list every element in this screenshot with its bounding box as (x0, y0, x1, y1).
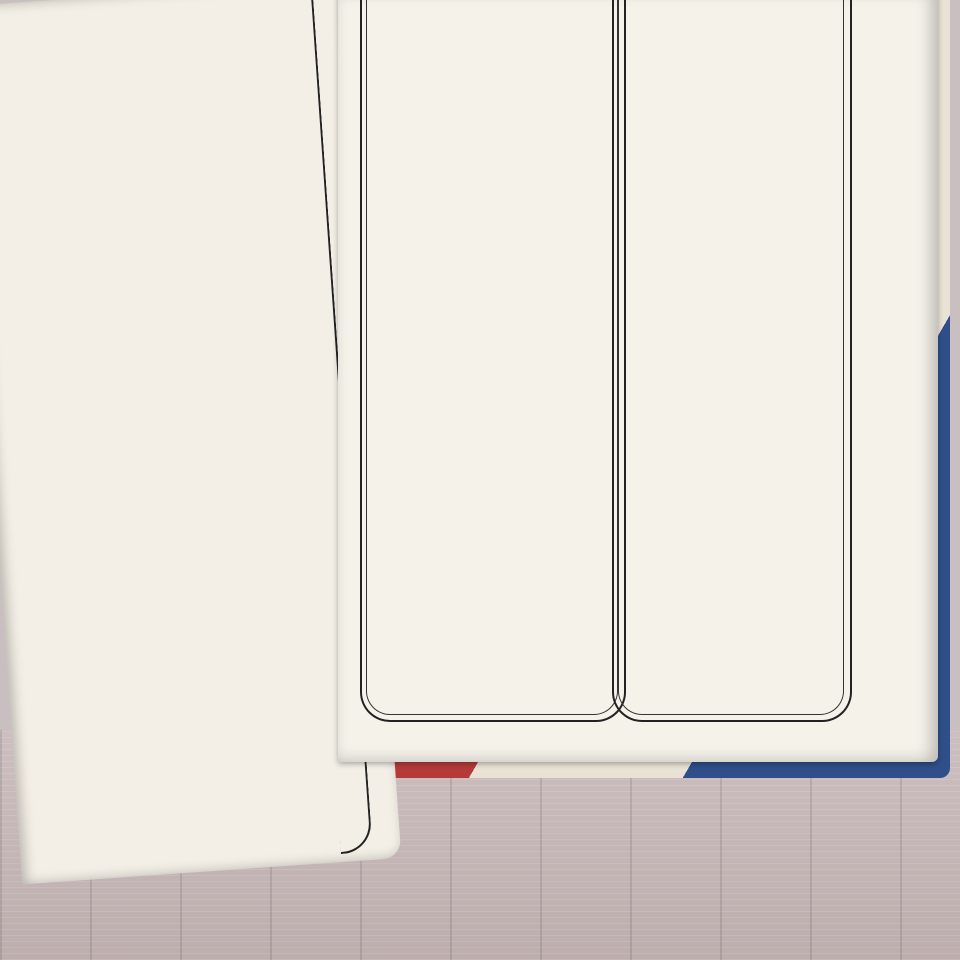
prime-rib-ingredients (0, 17, 292, 38)
right-column-2 (628, 0, 838, 12)
recipe-title-oyster-casserole (0, 17, 292, 38)
right-col2-inner-frame (618, 0, 844, 715)
prime-rib-directions (0, 17, 292, 38)
left-top-fragment (0, 3, 292, 24)
right-col1-inner-frame (366, 0, 618, 715)
left-byline-1 (1, 11, 292, 31)
oyster-casserole-ingredients (0, 17, 292, 38)
right-column-1 (376, 0, 626, 14)
left-page-column (0, 3, 292, 38)
left-byline-2 (1, 17, 292, 37)
right-page (338, 0, 938, 762)
recipe-title-prime-rib (0, 17, 292, 38)
